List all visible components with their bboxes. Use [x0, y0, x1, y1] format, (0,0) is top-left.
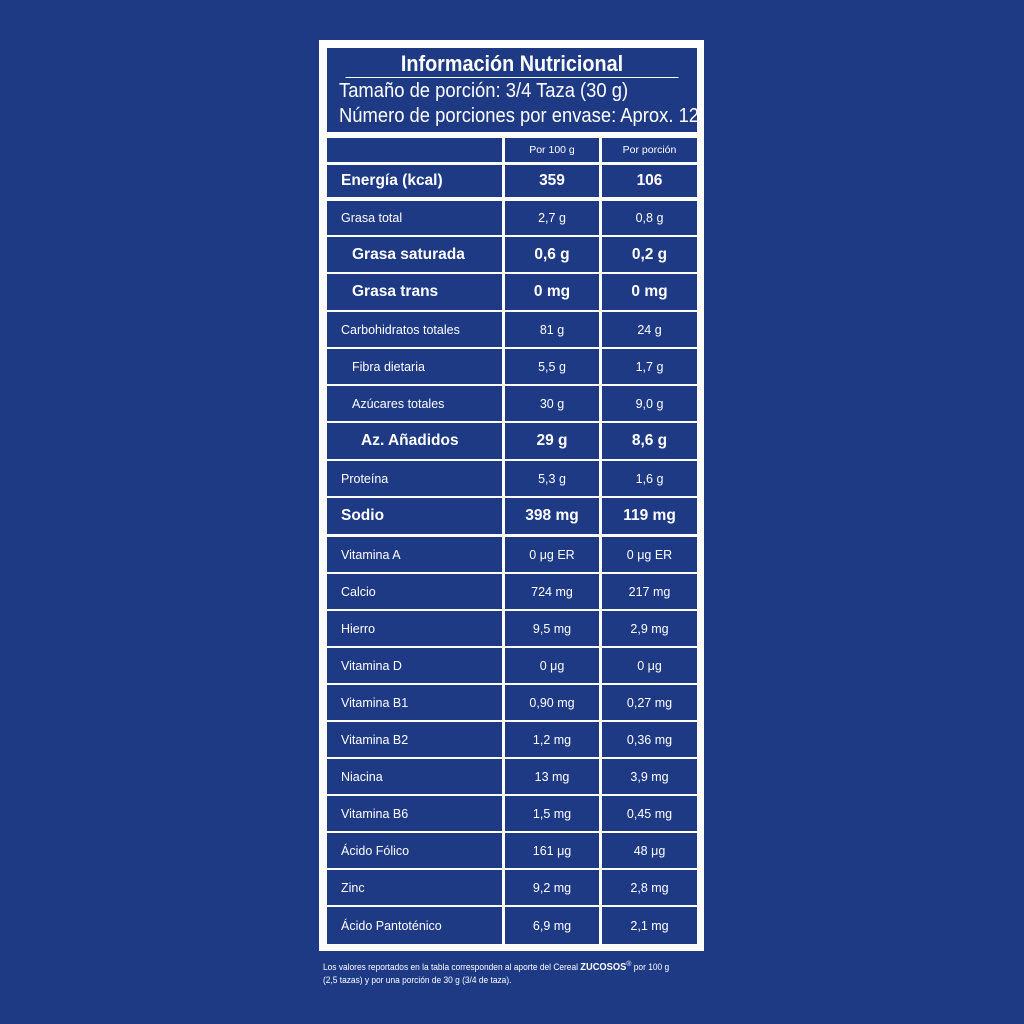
footnote-text-after: por 100 g (2,5 tazas) y por una porción de 30 g (3/4 de taza). — [323, 962, 670, 985]
row-label: Grasa saturada — [327, 237, 502, 272]
row-per100: 30 g — [505, 386, 599, 421]
vitamin-perserving: 217 mg — [602, 574, 697, 609]
vitamin-per100: 724 mg — [505, 574, 599, 609]
row-label: Fibra dietaria — [327, 349, 502, 384]
row-per100: 5,5 g — [505, 349, 599, 384]
vitamin-perserving: 3,9 mg — [602, 759, 697, 794]
vitamin-per100: 13 mg — [505, 759, 599, 794]
vitamin-label: Vitamina D — [327, 648, 502, 683]
vitamin-perserving: 0 μg — [602, 648, 697, 683]
energy-label: Energía (kcal) — [327, 165, 502, 197]
vitamin-label: Vitamina B6 — [327, 796, 502, 831]
row-perserving: 119 mg — [602, 498, 697, 534]
row-perserving: 1,6 g — [602, 461, 697, 496]
vitamin-per100: 0 μg — [505, 648, 599, 683]
column-header-per100: Por 100 g — [505, 138, 599, 162]
vitamin-per100: 6,9 mg — [505, 907, 599, 944]
row-per100: 398 mg — [505, 498, 599, 534]
vitamin-perserving: 2,8 mg — [602, 870, 697, 905]
row-label: Az. Añadidos — [327, 423, 502, 459]
row-label: Grasa total — [327, 201, 502, 235]
vitamin-label: Vitamina B2 — [327, 722, 502, 757]
row-perserving: 24 g — [602, 312, 697, 347]
row-perserving: 1,7 g — [602, 349, 697, 384]
energy-perserving: 106 — [602, 165, 697, 197]
row-per100: 5,3 g — [505, 461, 599, 496]
vitamin-label: Zinc — [327, 870, 502, 905]
row-label: Grasa trans — [327, 274, 502, 310]
row-per100: 2,7 g — [505, 201, 599, 235]
vitamin-label: Hierro — [327, 611, 502, 646]
vitamin-per100: 1,2 mg — [505, 722, 599, 757]
vitamin-perserving: 48 μg — [602, 833, 697, 868]
row-per100: 0 mg — [505, 274, 599, 310]
vitamin-perserving: 0 μg ER — [602, 537, 697, 572]
table-corner — [327, 138, 502, 162]
vitamin-label: Vitamina A — [327, 537, 502, 572]
row-per100: 81 g — [505, 312, 599, 347]
vitamin-perserving: 0,36 mg — [602, 722, 697, 757]
nutrition-header — [327, 48, 700, 132]
footnote-text-before: Los valores reportados en la tabla corresponden al aporte del Cereal — [323, 962, 581, 972]
column-header-perserving: Por porción — [602, 138, 697, 162]
row-perserving: 0,8 g — [602, 201, 697, 235]
vitamin-per100: 0,90 mg — [505, 685, 599, 720]
brand-name: ZUCOSOS — [580, 962, 627, 973]
row-perserving: 0 mg — [602, 274, 697, 310]
row-label: Sodio — [327, 498, 502, 534]
serving-size: Tamaño de porción: 3/4 Taza (30 g) — [339, 80, 629, 102]
vitamin-label: Niacina — [327, 759, 502, 794]
energy-per100: 359 — [505, 165, 599, 197]
vitamin-perserving: 2,9 mg — [602, 611, 697, 646]
footnote — [323, 958, 686, 986]
vitamin-per100: 9,5 mg — [505, 611, 599, 646]
vitamin-per100: 0 μg ER — [505, 537, 599, 572]
servings-per-container: Número de porciones por envase: Aprox. 12 — [339, 105, 700, 127]
registered-mark: ® — [626, 959, 632, 968]
row-perserving: 9,0 g — [602, 386, 697, 421]
vitamin-label: Vitamina B1 — [327, 685, 502, 720]
vitamin-perserving: 0,27 mg — [602, 685, 697, 720]
serving-info — [339, 79, 700, 129]
vitamin-per100: 9,2 mg — [505, 870, 599, 905]
vitamin-perserving: 2,1 mg — [602, 907, 697, 944]
vitamin-label: Ácido Fólico — [327, 833, 502, 868]
vitamin-per100: 161 μg — [505, 833, 599, 868]
row-perserving: 0,2 g — [602, 237, 697, 272]
nutrition-title: Información Nutricional — [346, 48, 679, 78]
row-label: Azúcares totales — [327, 386, 502, 421]
row-per100: 0,6 g — [505, 237, 599, 272]
vitamin-label: Ácido Pantoténico — [327, 907, 502, 944]
row-label: Carbohidratos totales — [327, 312, 502, 347]
vitamin-per100: 1,5 mg — [505, 796, 599, 831]
nutrition-table — [327, 138, 697, 944]
row-label: Proteína — [327, 461, 502, 496]
vitamin-label: Calcio — [327, 574, 502, 609]
vitamin-perserving: 0,45 mg — [602, 796, 697, 831]
row-per100: 29 g — [505, 423, 599, 459]
row-perserving: 8,6 g — [602, 423, 697, 459]
